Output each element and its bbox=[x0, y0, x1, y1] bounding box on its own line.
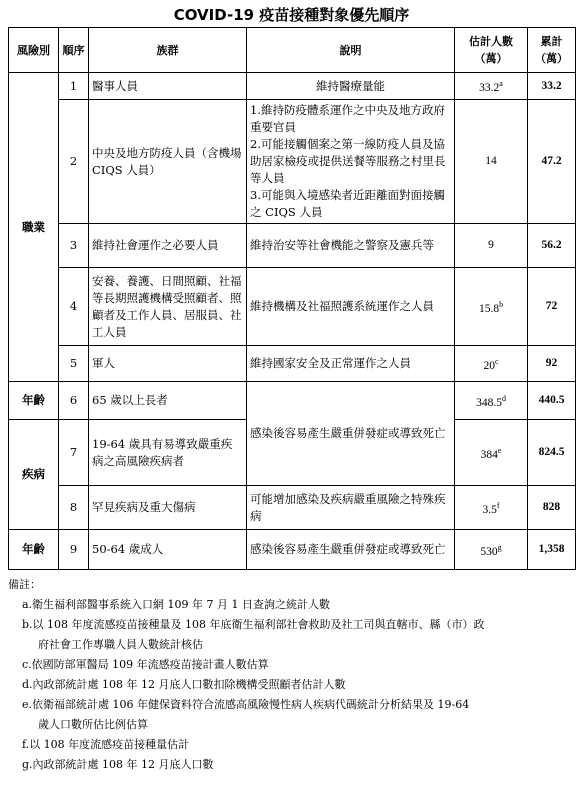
order-cell: 2 bbox=[59, 100, 89, 224]
cumulative-cell: 1,358 bbox=[528, 530, 576, 570]
footnotes bbox=[8, 575, 575, 775]
description-cell: 感染後容易產生嚴重併發症或導致死亡 bbox=[247, 382, 455, 486]
description-item: 2.可能接觸個案之第一線防疫人員及協助居家檢疫或提供送餐等服務之村里長等人員 bbox=[250, 137, 446, 185]
category-age: 年齡 bbox=[9, 530, 59, 570]
group-cell: 罕見疾病及重大傷病 bbox=[89, 486, 247, 530]
header-group: 族群 bbox=[89, 28, 247, 73]
table-row bbox=[9, 100, 576, 224]
header-cumulative: 累計（萬） bbox=[528, 28, 576, 73]
table-row bbox=[9, 486, 576, 530]
group-cell: 中央及地方防疫人員（含機場 CIQS 人員） bbox=[89, 100, 247, 224]
footnote-d: d.內政部統計處 108 年 12 月底人口數扣除機構受照顧者估計人數 bbox=[22, 678, 346, 691]
estimate-cell: 384e bbox=[455, 420, 528, 486]
description-cell: 感染後容易產生嚴重併發症或導致死亡 bbox=[247, 530, 455, 570]
estimate-cell: 15.8$^b$ bbox=[455, 268, 528, 346]
cumulative-cell: 828 bbox=[528, 486, 576, 530]
table-row bbox=[9, 268, 576, 346]
footnote-g: g.內政部統計處 108 年 12 月底人口數 bbox=[22, 758, 214, 771]
estimate-cell: 33.2$^a$ bbox=[455, 73, 528, 100]
description-cell: 維持治安等社會機能之警察及憲兵等 bbox=[247, 224, 455, 268]
header-description: 說明 bbox=[247, 28, 455, 73]
cumulative-cell: 72 bbox=[528, 268, 576, 346]
footnote-c: c.依國防部軍醫局 109 年流感疫苗接計畫人數估算 bbox=[22, 658, 269, 671]
description-item: 3.可能與入境感染者近距離面對面接觸之 CIQS 人員 bbox=[250, 188, 445, 219]
table-row bbox=[9, 73, 576, 100]
footnote-f: f.以 108 年度流感疫苗接種量估計 bbox=[22, 738, 190, 751]
group-cell: 65 歲以上長者 bbox=[89, 382, 247, 420]
group-cell: 安養、養護、日間照顧、社福等長期照護機構受照顧者、照顧者及工作人員、居服員、社工人員 bbox=[89, 268, 247, 346]
estimate-cell: 530$^g$ bbox=[455, 530, 528, 570]
description-cell: 維持機構及社福照護系統運作之人員 bbox=[247, 268, 455, 346]
order-cell: 5 bbox=[59, 346, 89, 382]
estimate-cell: 9 bbox=[455, 224, 528, 268]
table-row bbox=[9, 530, 576, 570]
description-item: 1.維持防疫體系運作之中央及地方政府重要官員 bbox=[250, 103, 445, 134]
estimate-cell: 14 bbox=[455, 100, 528, 224]
table-row bbox=[9, 224, 576, 268]
cumulative-cell: 92 bbox=[528, 346, 576, 382]
order-cell: 1 bbox=[59, 73, 89, 100]
description-cell bbox=[247, 100, 455, 224]
header-order: 順序 bbox=[59, 28, 89, 73]
table-row bbox=[9, 346, 576, 382]
estimate-cell: 348.5$^d$ bbox=[455, 382, 528, 420]
cumulative-cell: 440.5 bbox=[528, 382, 576, 420]
priority-table bbox=[8, 27, 576, 570]
footnote-a: a.衛生福利部醫事系統入口網 109 年 7 月 1 日查詢之統計人數 bbox=[22, 598, 331, 611]
category-occupation: 職業 bbox=[9, 73, 59, 382]
description-cell: 維持國家安全及正常運作之人員 bbox=[247, 346, 455, 382]
page-title: COVID-19 疫苗接種對象優先順序 bbox=[173, 6, 410, 24]
footnote-b: b.以 108 年度流感疫苗接種量及 108 年底衛生福利部社會救助及社工司與直轄市、縣（市）政 bbox=[22, 618, 485, 631]
category-disease: 疾病 bbox=[9, 420, 59, 530]
order-cell: 8 bbox=[59, 486, 89, 530]
order-cell: 4 bbox=[59, 268, 89, 346]
group-cell: 醫事人員 bbox=[89, 73, 247, 100]
estimate-cell: 3.5$^f$ bbox=[455, 486, 528, 530]
description-cell: 可能增加感染及疾病嚴重風險之特殊疾病 bbox=[247, 486, 455, 530]
footnote-b-continued: 府社會工作專職人員人數統計核估 bbox=[38, 638, 203, 651]
order-cell: 3 bbox=[59, 224, 89, 268]
header-category: 風險別 bbox=[9, 28, 59, 73]
footnote-e-continued: 歲人口數所估比例估算 bbox=[38, 718, 148, 731]
footnote-e: e.依衛福部統計處 106 年健保資料符合流感高風險慢性病人疾病代碼統計分析結果及 19-64 bbox=[22, 698, 470, 711]
footnotes-heading: 備註： bbox=[8, 578, 41, 591]
group-cell: 軍人 bbox=[89, 346, 247, 382]
group-cell: 維持社會運作之必要人員 bbox=[89, 224, 247, 268]
table-header-row bbox=[9, 28, 576, 73]
category-age: 年齡 bbox=[9, 382, 59, 420]
order-cell: 7 bbox=[59, 420, 89, 486]
group-cell: 19-64 歲具有易導致嚴重疾病之高風險疾病者 bbox=[89, 420, 247, 486]
cumulative-cell: 33.2 bbox=[528, 73, 576, 100]
order-cell: 6 bbox=[59, 382, 89, 420]
order-cell: 9 bbox=[59, 530, 89, 570]
group-cell: 50-64 歲成人 bbox=[89, 530, 247, 570]
description-cell: 維持醫療量能 bbox=[247, 73, 455, 100]
table-row bbox=[9, 382, 576, 420]
estimate-cell: 20$^c$ bbox=[455, 346, 528, 382]
cumulative-cell: 56.2 bbox=[528, 224, 576, 268]
cumulative-cell: 824.5 bbox=[528, 420, 576, 486]
cumulative-cell: 47.2 bbox=[528, 100, 576, 224]
header-estimate: 估計人數（萬） bbox=[455, 28, 528, 73]
